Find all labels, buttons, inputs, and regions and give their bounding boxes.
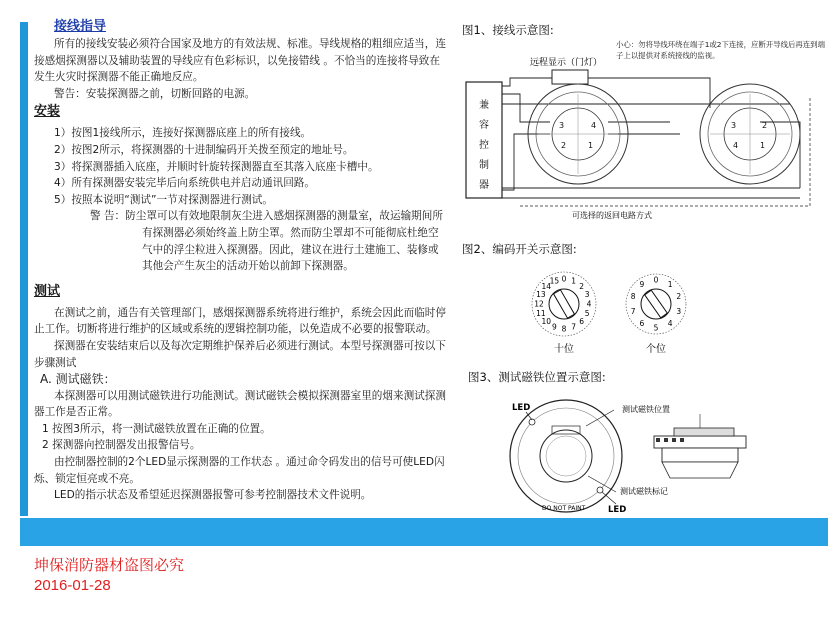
controller-char: 器 <box>479 180 489 191</box>
wiring-paragraph: 所有的接线安装必须符合国家及地方的有效法规、标准。导线规格的粗细应适当，连接感烟探测器以及辅助装置的导线应有色彩标识，以免接错线 。不恰当的连接将导致在发生火灾时探测器不能正确地反应。 <box>34 38 446 84</box>
test-paragraph-1: 在测试之前，通告有关管理部门，感烟探测器系统将进行维护，系统会因此而临时停止工作。切断将进行维护的区域或系统的逻辑控制功能，以免造成不必要的报警联动。 <box>34 306 446 336</box>
switch-digit: 3 <box>584 289 590 299</box>
base-b-terminal: 4 <box>733 141 739 150</box>
test-paragraph-2: 探测器在安装结束后以及每次定期维护保养后必须进行测试。本型号探测器可按以下步骤测试 <box>34 339 446 369</box>
test-heading: 测试 <box>34 283 61 299</box>
switch-digit: 2 <box>676 292 682 302</box>
controller-char: 容 <box>479 120 489 131</box>
fig1-wiring-diagram <box>460 38 830 220</box>
base-a-terminal: 3 <box>559 121 565 130</box>
test-paragraph-5: LED的指示状态及希望延迟探测器报警可参考控制器技术文件说明。 <box>54 489 372 502</box>
detector-side-view <box>654 428 746 478</box>
switch-digit: 13 <box>536 289 546 299</box>
switch-digit: 1 <box>667 280 673 290</box>
switch-digit: 12 <box>534 299 544 309</box>
base-b-terminal: 2 <box>762 121 768 130</box>
fig1-return-loop-label: 可选择的返回电路方式 <box>572 211 652 220</box>
test-step: 1 按图3所示，将一测试磁铁放置在正确的位置。 <box>42 422 271 435</box>
switch-digit: 7 <box>630 306 636 316</box>
install-step: 3）将探测器插入底座，并顺时针旋转探测器直至其落入底座卡槽中。 <box>54 160 379 173</box>
install-step: 1）按图1接线所示，连接好探测器底座上的所有接线。 <box>54 127 312 140</box>
switch-digit: 0 <box>653 275 659 285</box>
switch-digit: 10 <box>541 317 552 327</box>
switch-digit: 0 <box>561 274 567 284</box>
fig1-remote-label: 远程显示（门灯） <box>530 58 603 68</box>
controller-char: 控 <box>479 140 489 151</box>
switch-digit: 5 <box>584 309 590 319</box>
switch-digit: 2 <box>579 281 585 291</box>
magnet-position-label: 测试磁铁位置 <box>622 405 670 414</box>
tens-switch <box>532 272 596 336</box>
base-a-terminal: 1 <box>588 141 594 150</box>
switch-digit: 8 <box>630 292 636 302</box>
switch-digit: 1 <box>571 276 576 286</box>
fig3-magnet-position-diagram <box>504 392 774 518</box>
fig1-title: 图1、接线示意图: <box>462 23 554 37</box>
base-b-terminal: 1 <box>760 141 766 150</box>
test-paragraph-4: 由控制器控制的2个LED显示探测器的工作状态 。通过命令码发出的信号可使LED闪烁、锁定恒亮或不亮。 <box>34 456 445 485</box>
switch-digit: 7 <box>571 322 576 332</box>
ones-label: 个位 <box>646 344 666 355</box>
switch-digit: 5 <box>653 323 659 333</box>
do-not-paint-text: DO NOT PAINT <box>542 505 586 512</box>
led-label-top: LED <box>512 403 531 413</box>
test-step: 2 探测器向控制器发出报警信号。 <box>42 439 201 452</box>
install-warning: 警 告：防尘罩可以有效地限制灰尘进入感烟探测器的测量室，故运输期间所有探测器必须始终盖上防尘罩。然而防尘罩却不可能彻底杜绝空气中的浮尘粒进入探测器。因此，建议在进行土建施工、装修或其他会产生灰尘的活动开始以前卸下探测器。 <box>90 210 443 273</box>
switch-digit: 6 <box>639 318 645 328</box>
controller-char: 制 <box>479 160 489 171</box>
switch-digit: 3 <box>676 306 682 316</box>
switch-digit: 14 <box>541 281 552 291</box>
test-paragraph-3: 本探测器可以用测试磁铁进行功能测试。测试磁铁会模拟探测器室里的烟来测试探测器工作是否正常。 <box>34 389 446 419</box>
switch-digit: 11 <box>536 309 546 319</box>
install-step: 2）按图2所示，将探测器的十进制编码开关拨至预定的地址号。 <box>54 143 354 156</box>
switch-digit: 6 <box>579 317 585 327</box>
fig1-caution-note: 小心：勿将导线环绕在端子1或2下连接，应断开导线后再连到端子上以提供对系统接线的监视。 <box>616 40 825 60</box>
switch-digit: 9 <box>639 280 645 290</box>
test-steps <box>34 421 446 454</box>
left-accent-bar <box>20 22 28 516</box>
watermark <box>34 556 184 596</box>
base-b-terminal: 3 <box>731 121 737 130</box>
remote-indicator-box <box>552 70 588 84</box>
magnet-mark-label: 测试磁铁标记 <box>620 487 668 496</box>
detector-base-a <box>528 84 628 184</box>
install-steps <box>34 125 446 208</box>
switch-digit: 15 <box>549 276 560 286</box>
wiring-warning: 警告：安装探测器之前，切断回路的电源。 <box>54 87 256 100</box>
fig2-rotary-switches <box>520 266 700 358</box>
base-a-terminal: 2 <box>561 141 567 150</box>
switch-digit: 8 <box>561 324 567 334</box>
fig2-title: 图2、编码开关示意图: <box>462 242 577 256</box>
switch-digit: 4 <box>586 299 592 309</box>
install-step: 5）按照本说明“测试”一节对探测器进行测试。 <box>54 193 273 206</box>
switch-digit: 9 <box>552 322 557 332</box>
install-step: 4）所有探测器安装完毕后向系统供电并启动通讯回路。 <box>54 177 315 190</box>
instruction-text-column <box>34 18 446 504</box>
detector-base-b <box>700 84 800 184</box>
figures-column <box>462 22 832 38</box>
ones-switch <box>626 274 686 334</box>
controller-char: 兼 <box>479 100 489 111</box>
tens-label: 十位 <box>554 344 574 355</box>
install-heading: 安装 <box>34 104 61 120</box>
watermark-date: 2016-01-28 <box>34 577 111 594</box>
led-label-bottom: LED <box>608 505 627 515</box>
fig3-title: 图3、测试磁铁位置示意图: <box>468 370 606 384</box>
test-magnet-heading: A. 测试磁铁： <box>40 372 116 387</box>
bottom-accent-bar <box>20 518 828 546</box>
wiring-heading: 接线指导 <box>54 19 107 34</box>
watermark-line-1: 坤保消防器材盗图必究 <box>34 557 185 574</box>
switch-digit: 4 <box>667 318 673 328</box>
base-a-terminal: 4 <box>591 121 597 130</box>
